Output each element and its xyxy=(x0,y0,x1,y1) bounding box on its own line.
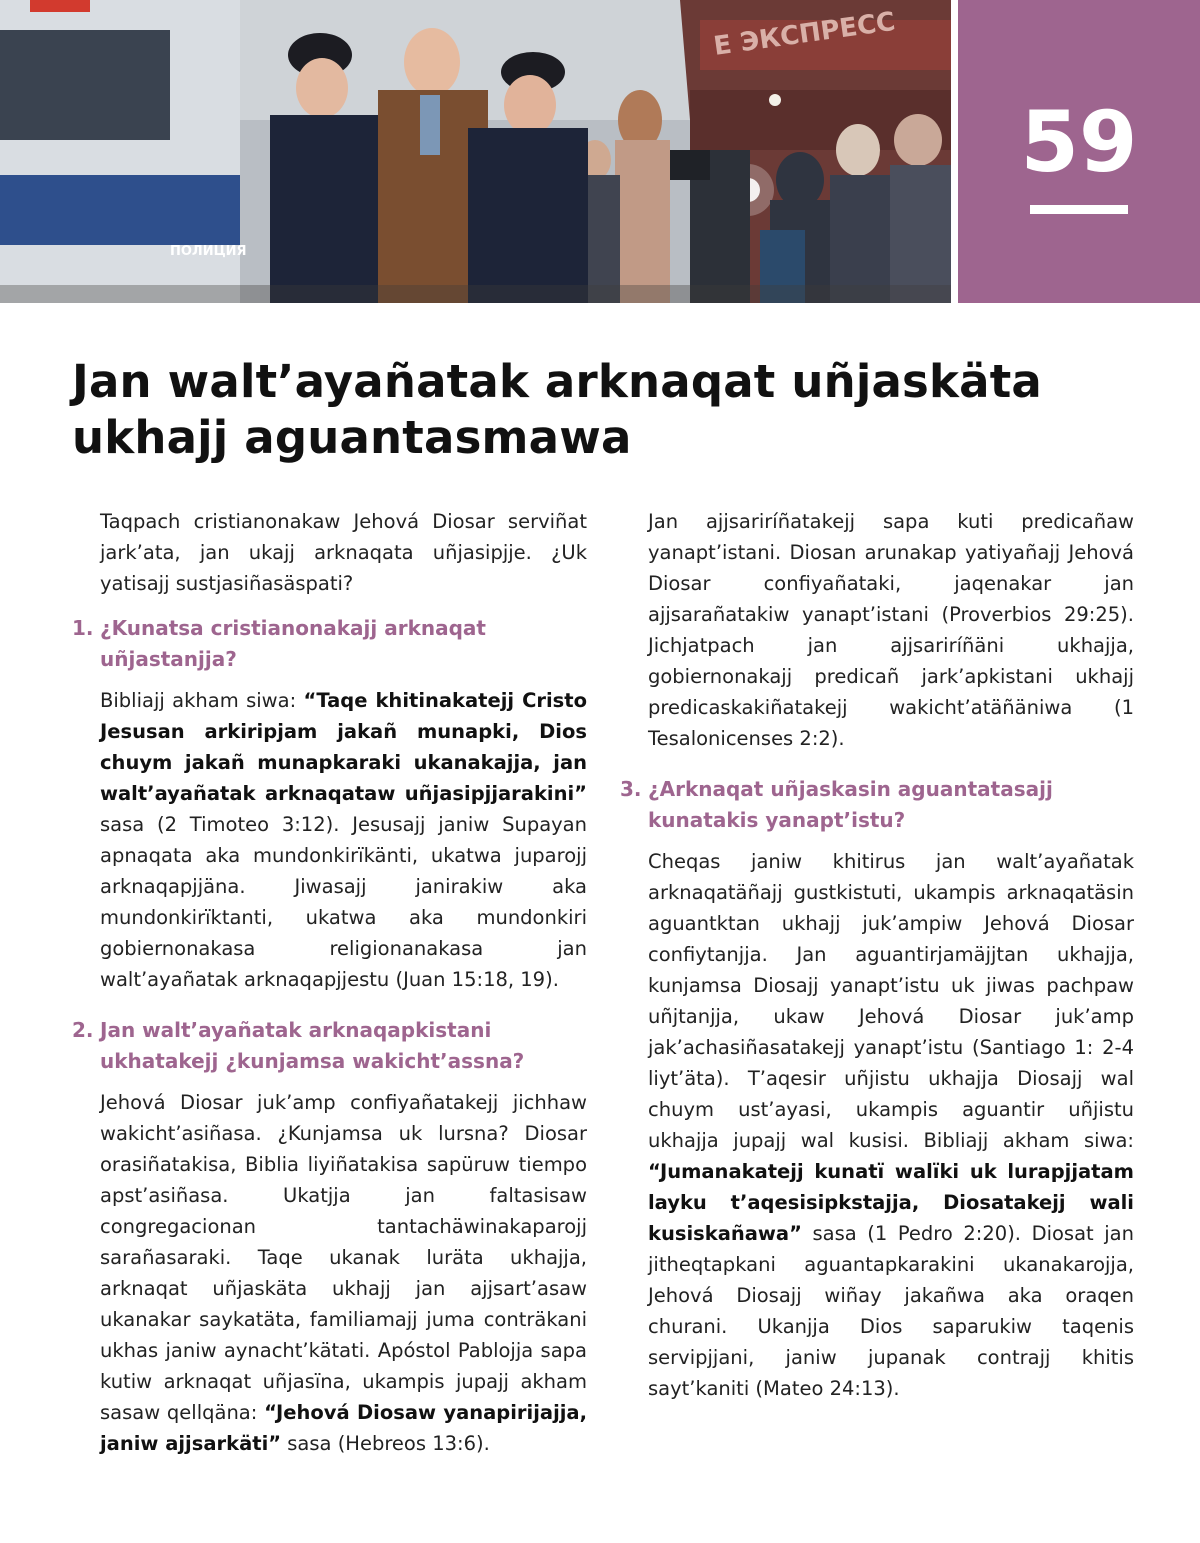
lesson-number-underline xyxy=(1030,205,1128,214)
question-2 xyxy=(72,1015,587,1077)
question-text: ¿Arknaqat uñjaskasin aguantatasajj kunatakis yanapt’istu? xyxy=(648,777,1053,832)
answer-text: sasa (2 Timoteo 3:12). Jesusajj janiw Supayan apnaqata aka mundonkirïkänti, ukatwa juparojj arknaqapjjäna. Jiwasajj janirakiw aka mundonkirïktanti, ukatwa aka mundonkiri gobiernonakasa religionanakasa jan walt’ayañatak arknaqapjjestu (Juan 15:18, 19). xyxy=(100,813,587,991)
arrest-scene-illustration xyxy=(0,0,951,303)
question-text: ¿Kunatsa cristianonakajj arknaqat uñjastanjja? xyxy=(100,616,486,671)
answer-text: sasa (Hebreos 13:6). xyxy=(281,1432,490,1455)
answer-text: Cheqas janiw khitirus jan walt’ayañatak arknaqatäñajj gustkistuti, ukampis arknaqatäsin aguantktan ukhajj juk’ampiw Jehová Diosar confiytanjja. Jan aguantirjamäjjtan ukhajja, kunjamsa Diosajj yanapt’istu uk jiwas pachpaw uñjtanjja, ukaw Jehová Diosar juk’amp jak’achasiñasatakejj yanapt’istu (Santiago 1: 2-4 liyt’äta). T’aqesir uñjistu ukhajja Diosajj wal chuym ust’ayasi, ukampis aguantir uñjistu ukhajja jupajj wal kusisi. Bibliajj akham siwa: xyxy=(648,850,1134,1152)
page-title: Jan walt’ayañatak arknaqat uñjaskäta ukhajj aguantasmawa xyxy=(72,355,1042,464)
question-3 xyxy=(620,774,1134,836)
answer-text: sasa (1 Pedro 2:20). Diosat jan jitheqtapkani aguantapkarakini ukanakarojja, Jehová Diosajj wiñay jakañwa aka oraqen churani. Ukanjja Dios saparukiw taqenis servipjjani, janiw jupanak contrajj khitis sayt’kaniti (Mateo 24:13). xyxy=(648,1222,1134,1400)
scripture-quote: “Jumanakatejj kunatï walïki uk lurapjjatam layku t’aqesisipkstajja, Diosatakejj wali kusiskañawa” xyxy=(648,1160,1134,1245)
question-number: 1. xyxy=(72,616,94,640)
answer-paragraph-2a xyxy=(72,1087,587,1459)
answer-text: Jehová Diosar juk’amp confiyañatakejj jichhaw wakicht’asiñasa. ¿Kunjamsa uk lursna? Diosar orasiñatakisa, Biblia liyiñatakisa sapüruw tiempo apst’asiñasa. Ukatjja jan faltasisaw congregacionan tantachäwinakaparojj sarañasaraki. Taqe ukanak luräta ukhajja, arknaqat uñjaskäta ukhajj jan ajjsart’asaw ukanakar saykatäta, familiamajj juma conträkani ukhas janiw aynacht’kätati. Apóstol Pablojja sapa kutiw arknaqat uñjasïna, ukampis jupajj akham sasaw qellqäna: xyxy=(100,1091,587,1424)
hero-photo xyxy=(0,0,951,303)
lesson-number: 59 xyxy=(1020,93,1138,191)
question-1 xyxy=(72,613,587,675)
intro-paragraph: Taqpach cristianonakaw Jehová Diosar serviñat jark’ata, jan ukajj arknaqata uñjasipjje. ¿Uk yatisajj sustjasiñasäspati? xyxy=(100,510,587,595)
answer-paragraph-3 xyxy=(620,846,1134,1404)
right-column xyxy=(620,506,1134,1404)
van-label: ПОЛИЦИЯ xyxy=(170,244,247,259)
answer-paragraph-2b xyxy=(620,506,1134,754)
answer-text: Bibliajj akham siwa: xyxy=(100,689,304,712)
question-number: 3. xyxy=(620,777,642,801)
question-text: Jan walt’ayañatak arknaqapkistani ukhatakejj ¿kunjamsa wakicht’assna? xyxy=(100,1018,525,1073)
scripture-quote: “Jehová Diosaw yanapirijajja, janiw ajjsarkäti” xyxy=(100,1401,587,1455)
building-sign: Е ЭКСПРЕСС xyxy=(711,6,898,62)
scripture-quote: “Taqe khitinakatejj Cristo Jesusan arkiripjam jakañ munapki, Dios chuym jakañ munapkaraki ukanakajja, jan walt’ayañatak arknaqataw uñjasipjjarakini” xyxy=(100,689,587,805)
answer-paragraph-1 xyxy=(72,685,587,995)
lesson-number-box xyxy=(958,0,1200,303)
question-number: 2. xyxy=(72,1018,94,1042)
left-column xyxy=(72,506,587,1459)
answer-text: Jan ajjsariríñatakejj sapa kuti predicañaw yanapt’istani. Diosan arunakap yatiyañajj Jehová Diosar confiyañataki, jaqenakar jan ajjsarañatakiw yanapt’istani (Proverbios 29:25). Jichjatpach jan ajjsariríñäni ukhajja, gobiernonakajj predicañ jark’apkistani ukhajj predicaskakiñatakejj wakicht’atäñäniwa (1 Tesalonicenses 2:2). xyxy=(648,510,1134,750)
